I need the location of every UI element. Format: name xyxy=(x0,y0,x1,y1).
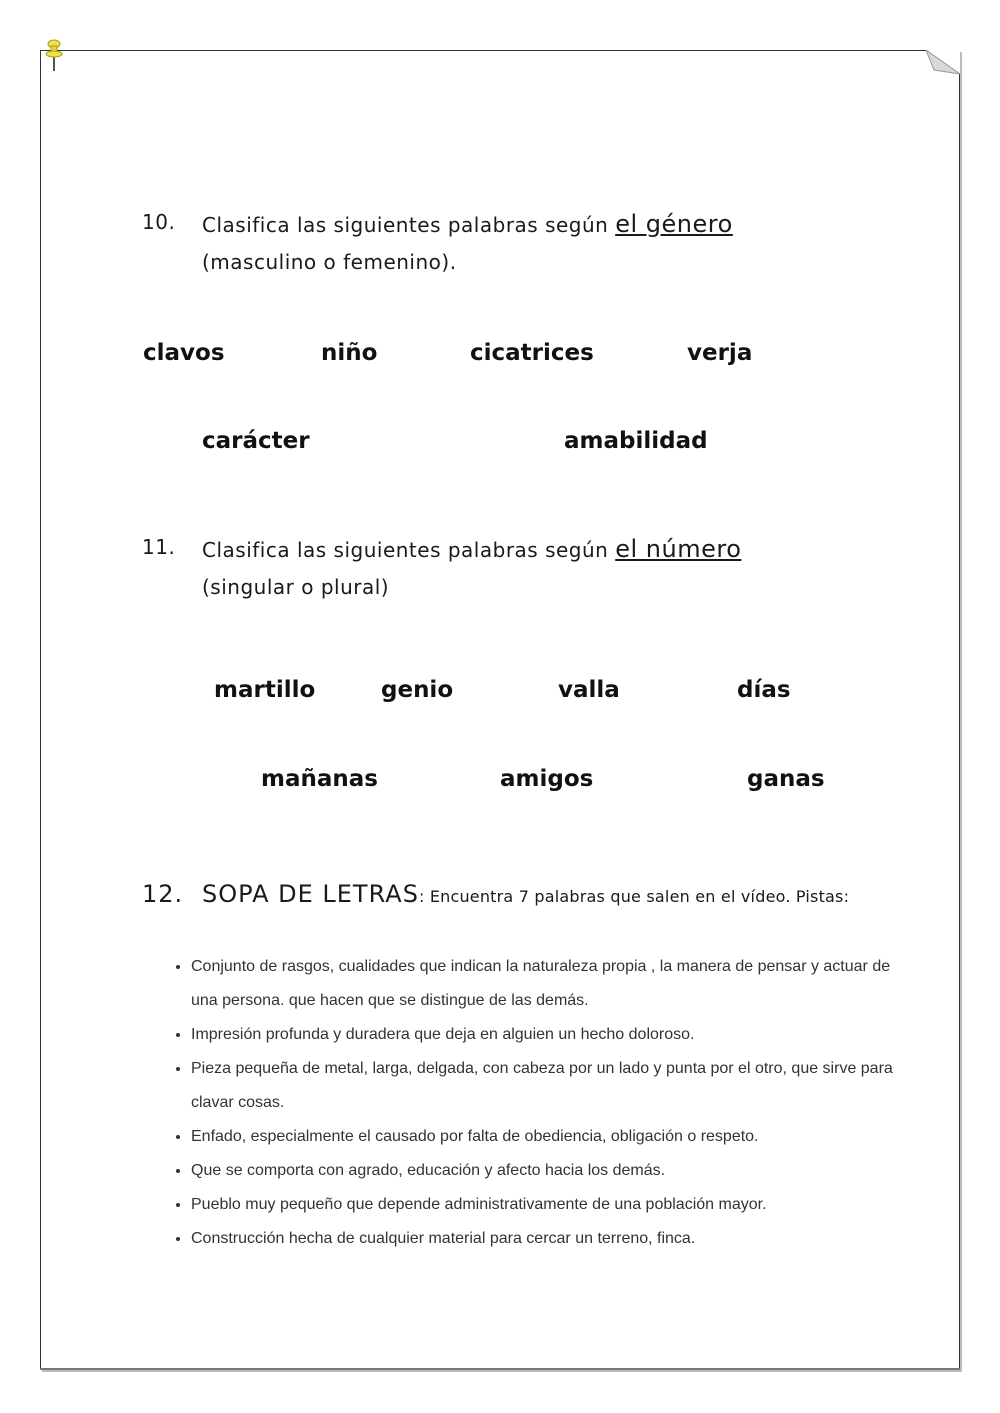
section-title: SOPA DE LETRAS xyxy=(202,880,419,908)
list-item: • Que se comporta con agrado, educación y afecto hacia los demás. xyxy=(191,1154,911,1188)
question-10 xyxy=(142,210,842,290)
word-clavos: clavos xyxy=(143,340,225,366)
list-item: • Enfado, especialmente el causado por falta de obediencia, obligación o respeto. xyxy=(191,1120,911,1154)
word-verja: verja xyxy=(687,340,753,366)
question-11 xyxy=(142,535,842,615)
list-item: • Construcción hecha de cualquier material para cercar un terreno, finca. xyxy=(191,1222,911,1256)
word-cicatrices: cicatrices xyxy=(470,340,594,366)
section-instruction: : Encuentra 7 palabras que salen en el vídeo. Pistas: xyxy=(418,887,850,906)
word-valla: valla xyxy=(558,677,620,703)
word-martillo: martillo xyxy=(214,677,316,703)
word-ganas: ganas xyxy=(747,766,825,792)
question-number: 10. xyxy=(142,210,176,234)
question-subtext: (singular o plural) xyxy=(202,575,390,599)
list-item: • Pueblo muy pequeño que depende administrativamente de una población mayor. xyxy=(191,1188,911,1222)
pushpin-icon xyxy=(44,38,64,72)
word-caracter: carácter xyxy=(202,428,310,454)
word-dias: días xyxy=(737,677,791,703)
page-curl-corner xyxy=(926,50,960,74)
list-item: • Conjunto de rasgos, cualidades que indican la naturaleza propia , la manera de pensar y actuar de una persona. que hacen que se distingue de las demás. xyxy=(191,950,911,1018)
word-amigos: amigos xyxy=(500,766,594,792)
word-amabilidad: amabilidad xyxy=(564,428,708,454)
question-number: 11. xyxy=(142,535,176,559)
word-mananas: mañanas xyxy=(261,766,378,792)
question-text: Clasifica las siguientes palabras según el género xyxy=(202,210,733,238)
list-item: • Pieza pequeña de metal, larga, delgada, con cabeza por un lado y punta por el otro, que sirve para clavar cosas. xyxy=(191,1052,911,1120)
question-emphasis: el número xyxy=(615,535,742,563)
list-item: • Impresión profunda y duradera que deja en alguien un hecho doloroso. xyxy=(191,1018,911,1052)
question-emphasis: el género xyxy=(615,210,733,238)
word-genio: genio xyxy=(381,677,454,703)
question-number: 12. xyxy=(142,880,184,908)
question-12 xyxy=(142,880,862,916)
word-nino: niño xyxy=(321,340,378,366)
question-text xyxy=(202,880,849,908)
question-text: Clasifica las siguientes palabras según el número xyxy=(202,535,742,563)
page-bottom-edge xyxy=(40,1368,960,1370)
question-subtext: (masculino o femenino). xyxy=(202,250,457,274)
clue-list xyxy=(142,950,911,1256)
